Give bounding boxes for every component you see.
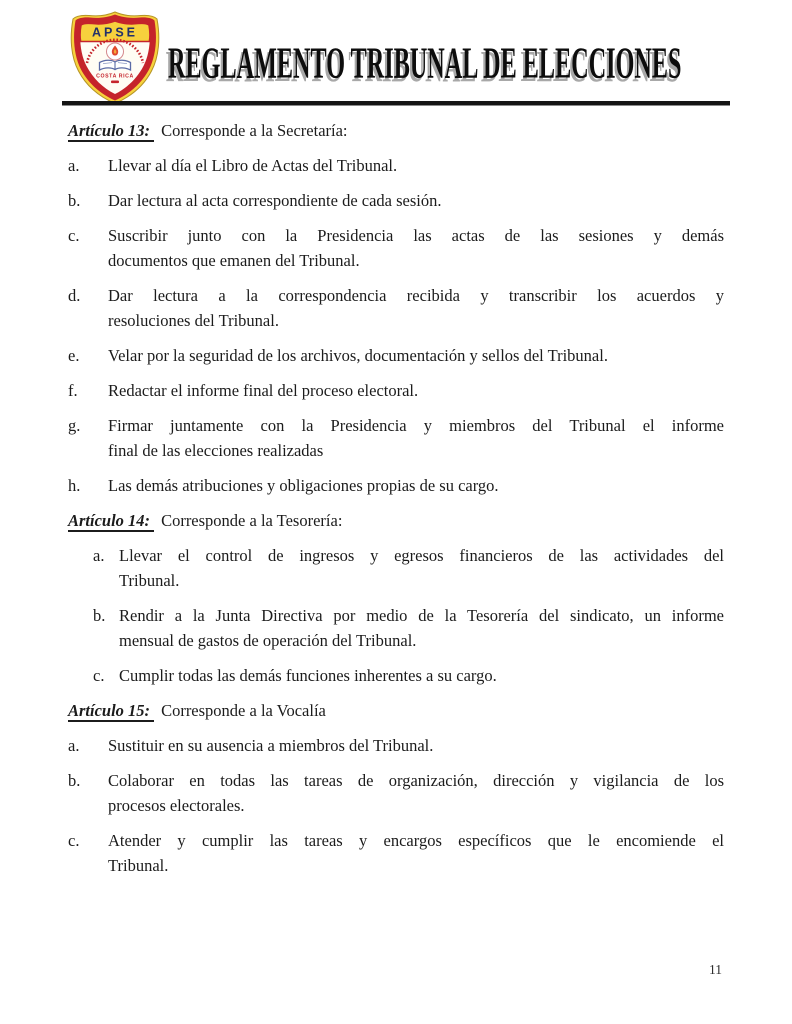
item-text: documentos que emanen del Tribunal. [108, 251, 360, 270]
item-text: mensual de gastos de operación del Tribunal. [119, 631, 417, 650]
article-13-list [68, 153, 724, 498]
item-text: Atender y cumplir las tareas y encargos específicos que le encomiende el [108, 831, 724, 850]
list-item [68, 343, 724, 368]
list-item [68, 473, 724, 498]
page-header [0, 0, 792, 110]
item-text: Llevar al día el Libro de Actas del Tribunal. [108, 156, 398, 175]
item-text: Llevar el control de ingresos y egresos financieros de las actividades del [119, 546, 724, 565]
list-item [68, 413, 724, 463]
list-item [68, 828, 724, 878]
article-13 [68, 118, 724, 498]
item-text: Dar lectura al acta correspondiente de cada sesión. [108, 191, 442, 210]
apse-shield-icon [70, 11, 160, 104]
apse-logo [70, 11, 160, 104]
page-title: REGLAMENTO TRIBUNAL DE ELECCIONES [168, 37, 682, 88]
article-14-list [68, 543, 724, 688]
list-item [93, 663, 724, 688]
item-marker: c. [68, 226, 80, 245]
item-marker: b. [68, 771, 81, 790]
article-14-heading [68, 508, 724, 533]
list-item [93, 603, 724, 653]
item-marker: d. [68, 286, 81, 305]
article-15-heading [68, 698, 724, 723]
item-text: Suscribir junto con la Presidencia las actas de las sesiones y demás [108, 226, 724, 245]
list-item [68, 283, 724, 333]
article-intro: Corresponde a la Vocalía [161, 701, 326, 720]
item-marker: a. [93, 546, 105, 565]
article-15 [68, 698, 724, 878]
item-text: Redactar el informe final del proceso electoral. [108, 381, 419, 400]
item-marker: a. [68, 736, 80, 755]
logo-year-mark [111, 81, 119, 84]
article-intro: Corresponde a la Tesorería: [161, 511, 343, 530]
list-item [68, 378, 724, 403]
item-marker: c. [93, 666, 105, 685]
list-item [68, 223, 724, 273]
item-marker: g. [68, 416, 81, 435]
article-intro: Corresponde a la Secretaría: [161, 121, 348, 140]
item-marker: e. [68, 346, 80, 365]
logo-acronym: APSE [91, 25, 139, 40]
item-text: final de las elecciones realizadas [108, 441, 324, 460]
logo-caption: COSTA RICA [96, 73, 134, 80]
item-text: Colaborar en todas las tareas de organización, dirección y vigilancia de los [108, 771, 724, 790]
item-marker: h. [68, 476, 81, 495]
item-text: resoluciones del Tribunal. [108, 311, 279, 330]
item-marker: c. [68, 831, 80, 850]
item-text: Rendir a la Junta Directiva por medio de la Tesorería del sindicato, un informe [119, 606, 724, 625]
item-text: Las demás atribuciones y obligaciones propias de su cargo. [108, 476, 499, 495]
document-body [68, 118, 724, 888]
item-text: Cumplir todas las demás funciones inherentes a su cargo. [119, 666, 497, 685]
item-text: Velar por la seguridad de los archivos, documentación y sellos del Tribunal. [108, 346, 608, 365]
item-marker: a. [68, 156, 80, 175]
article-label: Artículo 15: [68, 701, 154, 722]
item-text: Tribunal. [119, 571, 180, 590]
list-item [93, 543, 724, 593]
header-divider [62, 101, 730, 106]
item-text: Dar lectura a la correspondencia recibida y transcribir los acuerdos y [108, 286, 724, 305]
item-text: Firmar juntamente con la Presidencia y miembros del Tribunal el informe [108, 416, 724, 435]
item-text: Sustituir en su ausencia a miembros del Tribunal. [108, 736, 434, 755]
item-marker: f. [68, 381, 78, 400]
article-13-heading [68, 118, 724, 143]
article-label: Artículo 14: [68, 511, 154, 532]
list-item [68, 188, 724, 213]
item-text: procesos electorales. [108, 796, 245, 815]
article-15-list [68, 733, 724, 878]
item-text: Tribunal. [108, 856, 169, 875]
list-item [68, 153, 724, 178]
article-label: Artículo 13: [68, 121, 154, 142]
list-item [68, 768, 724, 818]
item-marker: b. [93, 606, 106, 625]
list-item [68, 733, 724, 758]
item-marker: b. [68, 191, 81, 210]
page-number: 11 [709, 962, 722, 977]
article-14 [68, 508, 724, 688]
open-book-icon [100, 60, 131, 70]
